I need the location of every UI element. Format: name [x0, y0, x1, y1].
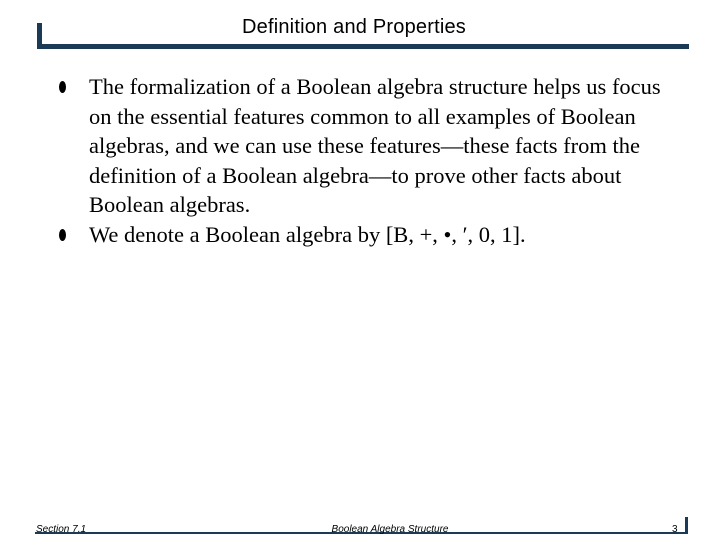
bullet-item — [58, 220, 668, 250]
page-number: 3 — [672, 524, 678, 535]
slide-title: Definition and Properties — [241, 16, 466, 38]
bullet-list — [58, 72, 668, 250]
bullet-text: The formalization of a Boolean algebra structure helps us focus on the essential features common to all examples of Boolean algebras, and we can use these features—these facts from the definition of a Boolean algebra—to prove other facts about Boolean algebras. — [89, 74, 661, 218]
footer-section-label: Section 7.1 — [36, 524, 87, 535]
title-underline-bar — [37, 44, 689, 49]
bullet-item — [58, 72, 668, 220]
bullet-text: We denote a Boolean algebra by [B, +, •, ′, 0, 1]. — [89, 221, 526, 247]
footer-topic-label: Boolean Algebra Structure — [331, 524, 449, 535]
bullet-dot-icon — [59, 229, 66, 241]
bullet-dot-icon — [59, 81, 66, 93]
